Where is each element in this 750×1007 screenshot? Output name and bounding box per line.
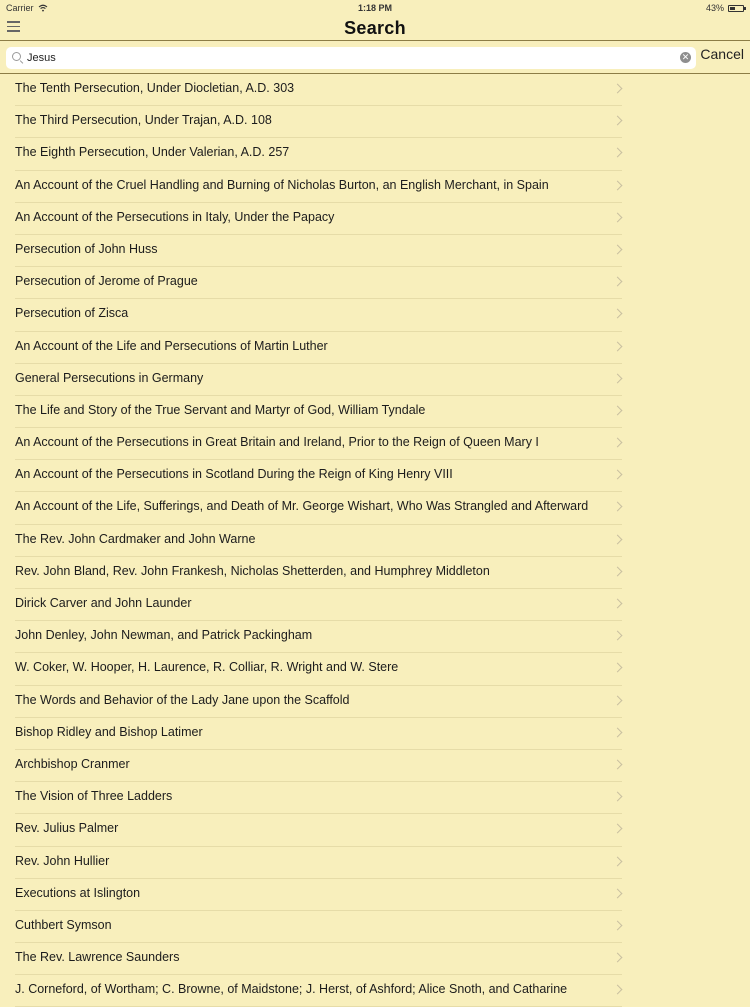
result-row[interactable] (0, 364, 750, 396)
result-title: An Account of the Persecutions in Italy, Under the Papacy (15, 209, 335, 224)
chevron-right-icon (613, 212, 623, 222)
chevron-right-icon (613, 695, 623, 705)
search-icon (12, 52, 21, 61)
status-bar (0, 0, 750, 16)
result-row[interactable] (0, 847, 750, 879)
clock: 1:18 PM (357, 3, 392, 13)
result-row[interactable] (0, 299, 750, 331)
search-bar (0, 41, 750, 74)
chevron-right-icon (613, 244, 623, 254)
chevron-right-icon (613, 373, 623, 383)
result-title: The Tenth Persecution, Under Diocletian, A.D. 303 (15, 81, 295, 95)
search-results-list (0, 74, 750, 1007)
result-row[interactable] (0, 460, 750, 492)
result-row[interactable] (0, 814, 750, 846)
result-title: The Third Persecution, Under Trajan, A.D. 108 (15, 113, 272, 128)
battery-icon (728, 5, 744, 12)
result-title: An Account of the Life, Sufferings, and Death of Mr. George Wishart, Who Was Strangled and Afterward (15, 499, 589, 514)
chevron-right-icon (613, 309, 623, 319)
result-title: Cuthbert Symson (15, 917, 112, 932)
chevron-right-icon (613, 759, 623, 769)
result-title: An Account of the Cruel Handling and Burning of Nicholas Burton, an English Merchant, in Spain (15, 177, 549, 192)
result-row[interactable] (0, 332, 750, 364)
result-title: W. Coker, W. Hooper, H. Laurence, R. Colliar, R. Wright and W. Stere (15, 660, 399, 675)
chevron-right-icon (613, 277, 623, 287)
result-title: Persecution of Jerome of Prague (15, 274, 198, 289)
result-title: The Words and Behavior of the Lady Jane upon the Scaffold (15, 692, 350, 707)
result-row[interactable] (0, 171, 750, 203)
result-row[interactable] (0, 653, 750, 685)
search-input[interactable] (27, 50, 667, 66)
clear-search-icon[interactable]: ✕ (681, 52, 690, 62)
result-title: Dirick Carver and John Launder (15, 596, 192, 610)
result-title: The Rev. Lawrence Saunders (15, 950, 180, 965)
result-title: The Eighth Persecution, Under Valerian, A.D. 257 (15, 145, 290, 160)
result-row[interactable] (0, 911, 750, 943)
result-row[interactable] (0, 879, 750, 911)
result-row[interactable] (0, 235, 750, 267)
result-row[interactable] (0, 106, 750, 138)
chevron-right-icon (613, 180, 623, 190)
cancel-button[interactable]: Cancel (700, 46, 744, 62)
chevron-right-icon (613, 824, 623, 834)
result-title: Rev. John Hullier (15, 853, 110, 868)
result-title: The Vision of Three Ladders (15, 789, 173, 804)
result-row[interactable] (0, 525, 750, 557)
result-title: Persecution of Zisca (15, 306, 129, 321)
chevron-right-icon (613, 631, 623, 641)
result-row[interactable] (0, 943, 750, 975)
chevron-right-icon (613, 84, 623, 94)
chevron-right-icon (613, 856, 623, 866)
chevron-right-icon (613, 663, 623, 673)
result-title: Rev. Julius Palmer (15, 821, 119, 836)
chevron-right-icon (613, 341, 623, 351)
page-title: Search (344, 18, 406, 38)
chevron-right-icon (613, 792, 623, 802)
result-row[interactable] (0, 396, 750, 428)
result-title: J. Corneford, of Wortham; C. Browne, of Maidstone; J. Herst, of Ashford; Alice Snoth, and Catharine (15, 982, 568, 997)
result-row[interactable] (0, 686, 750, 718)
result-title: Rev. John Bland, Rev. John Frankesh, Nicholas Shetterden, and Humphrey Middleton (15, 563, 490, 578)
result-title: The Rev. John Cardmaker and John Warne (15, 531, 256, 546)
chevron-right-icon (613, 599, 623, 609)
carrier-label: Carrier (6, 3, 34, 13)
result-row[interactable] (0, 428, 750, 460)
result-row[interactable] (0, 750, 750, 782)
chevron-right-icon (613, 405, 623, 415)
result-row[interactable] (0, 557, 750, 589)
result-row[interactable] (0, 492, 750, 524)
result-row[interactable] (0, 589, 750, 621)
chevron-right-icon (613, 116, 623, 126)
search-field[interactable] (6, 47, 696, 69)
result-row[interactable] (0, 975, 750, 1007)
nav-bar (0, 16, 750, 41)
chevron-right-icon (613, 534, 623, 544)
chevron-right-icon (613, 985, 623, 995)
result-row[interactable] (0, 718, 750, 750)
result-row[interactable] (0, 267, 750, 299)
result-title: Bishop Ridley and Bishop Latimer (15, 724, 203, 739)
chevron-right-icon (613, 566, 623, 576)
result-title: The Life and Story of the True Servant and Martyr of God, William Tyndale (15, 402, 426, 417)
result-row[interactable] (0, 74, 750, 106)
result-row[interactable] (0, 203, 750, 235)
result-row[interactable] (0, 138, 750, 170)
result-title: John Denley, John Newman, and Patrick Packingham (15, 628, 313, 643)
battery-percent: 43% (705, 3, 724, 13)
chevron-right-icon (613, 920, 623, 930)
chevron-right-icon (613, 727, 623, 737)
result-title: An Account of the Persecutions in Great Britain and Ireland, Prior to the Reign of Queen Mary I (15, 435, 539, 450)
result-title: Executions at Islington (15, 885, 141, 900)
chevron-right-icon (613, 953, 623, 963)
chevron-right-icon (613, 438, 623, 448)
result-title: An Account of the Persecutions in Scotland During the Reign of King Henry VIII (15, 467, 453, 482)
result-title: Archbishop Cranmer (15, 756, 130, 771)
chevron-right-icon (613, 502, 623, 512)
chevron-right-icon (613, 470, 623, 480)
result-title: An Account of the Life and Persecutions of Martin Luther (15, 338, 328, 353)
result-title: Persecution of John Huss (15, 241, 158, 256)
chevron-right-icon (613, 148, 623, 158)
result-title: General Persecutions in Germany (15, 370, 204, 385)
chevron-right-icon (613, 888, 623, 898)
result-row[interactable] (0, 621, 750, 653)
battery-indicator (706, 3, 744, 13)
result-row[interactable] (0, 782, 750, 814)
